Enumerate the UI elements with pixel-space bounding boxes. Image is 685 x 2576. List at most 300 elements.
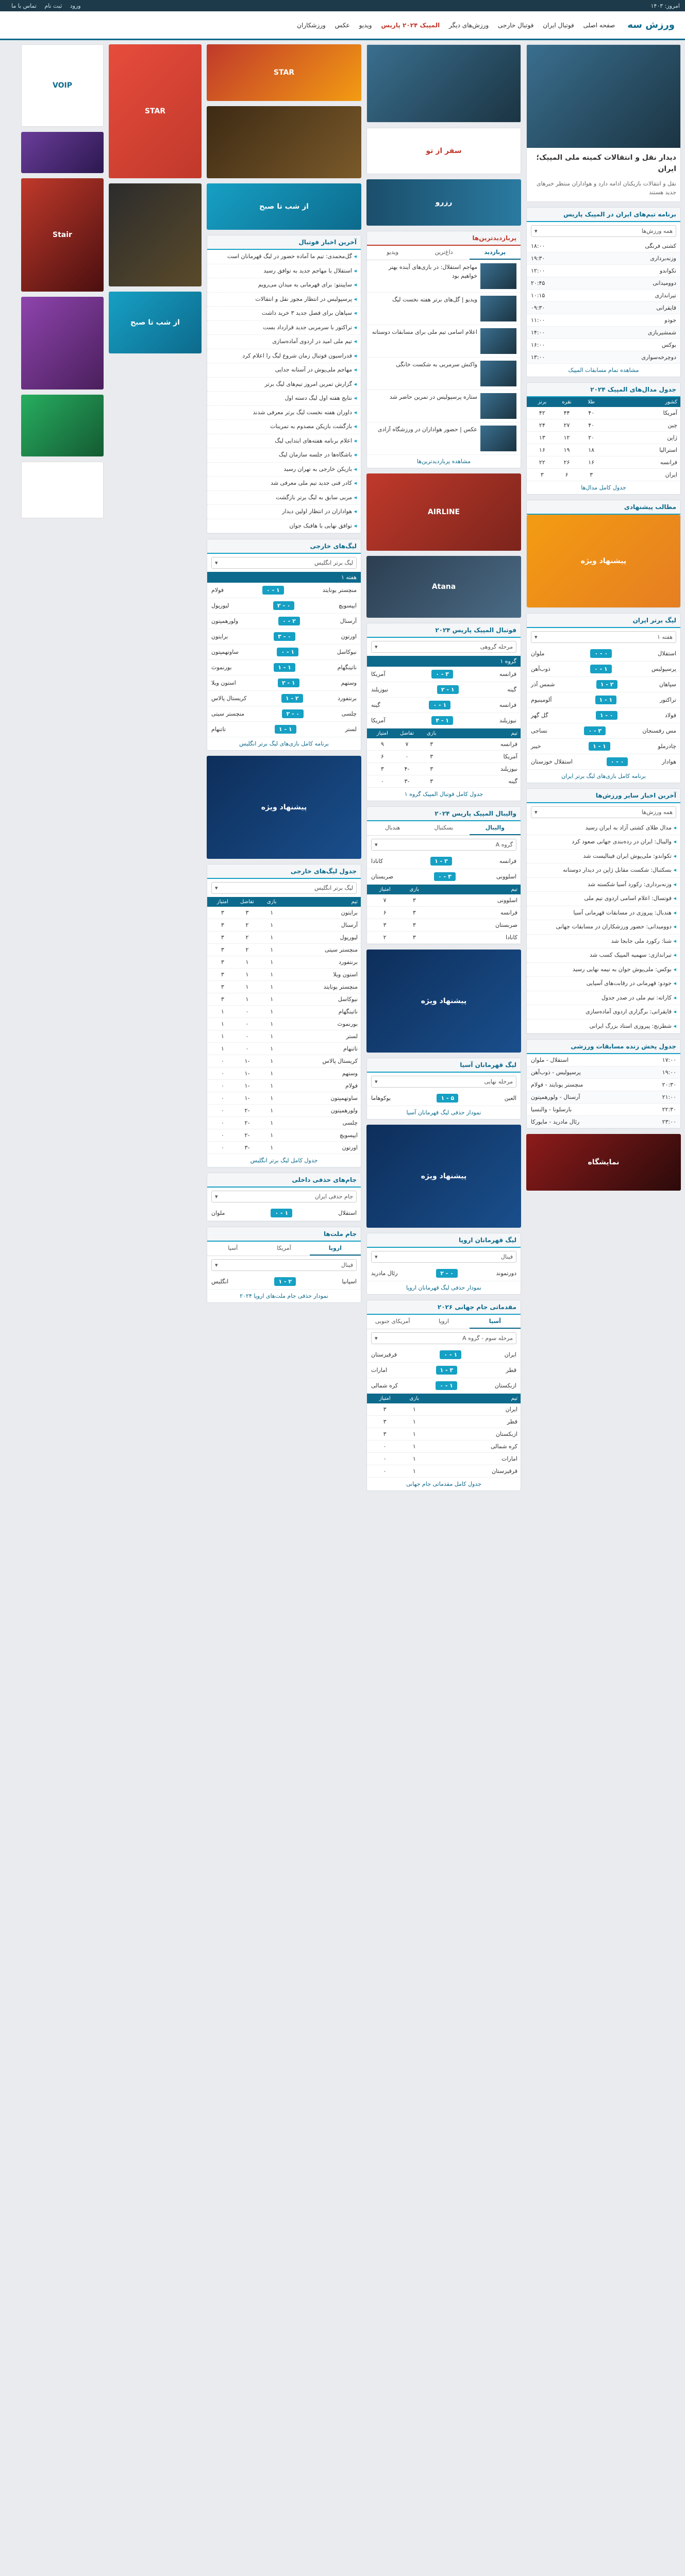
headline-item[interactable] [367, 358, 521, 390]
tab-hottest[interactable]: داغ‌ترین [435, 249, 453, 256]
table-row[interactable] [367, 1453, 521, 1465]
match-row[interactable] [207, 691, 361, 706]
sport-news-item[interactable]: ◂ وزنه‌برداری: رکورد آسیا شکسته شد [527, 878, 680, 892]
ad-banner[interactable]: Stair [21, 178, 104, 292]
table-col: امتیاز [379, 887, 391, 892]
table-league-select[interactable] [211, 882, 357, 894]
ad-banner[interactable] [109, 183, 202, 286]
football-news-list [207, 250, 361, 533]
foreign-table-more-link[interactable]: جدول کامل لیگ برتر انگلیس [250, 1157, 318, 1164]
table-row[interactable] [367, 1428, 521, 1440]
list-item[interactable] [527, 1079, 680, 1091]
chevron-down-icon: ▾ [215, 560, 218, 566]
table-row[interactable] [367, 1403, 521, 1416]
away-team: نیوزیلند [371, 686, 389, 693]
table-row[interactable] [367, 751, 521, 763]
iran-league-round-select[interactable] [531, 631, 676, 643]
table-row[interactable] [367, 894, 521, 907]
headline-thumb[interactable] [480, 328, 516, 354]
table-row[interactable] [207, 1105, 361, 1117]
worldcup-more-link[interactable]: جدول کامل مقدماتی جام جهانی [406, 1481, 481, 1487]
table-cell: ۱ [270, 1033, 274, 1040]
europa-stage-value: فینال [500, 1253, 513, 1260]
ad-banner[interactable] [21, 462, 104, 518]
away-team: ملوان [531, 650, 545, 657]
table-cell: ۱ [412, 1418, 416, 1425]
table-cell: ۱ [221, 1045, 224, 1052]
headline-text: اعلام اسامی تیم ملی برای مسابقات دوستانه [372, 329, 477, 335]
afc-stage-select[interactable] [371, 1076, 516, 1088]
match-row[interactable] [367, 869, 521, 885]
ad-banner[interactable]: STAR [109, 44, 202, 178]
ad-banner[interactable]: STAR [207, 44, 361, 101]
home-team: هوادار [662, 758, 676, 765]
sport-news-item[interactable]: ◂ والیبال: ایران در رده‌بندی جهانی صعود کرد [527, 835, 680, 850]
ad-banner[interactable]: پیشنهاد ویژه [366, 950, 521, 1053]
list-item[interactable] [527, 1066, 680, 1079]
topbar-link[interactable]: ورود [70, 2, 81, 9]
table-cell: فولام [345, 1082, 358, 1089]
list-item[interactable] [527, 265, 680, 277]
nav-item-olympic[interactable]: المپیک ۲۰۲۴ پاریس [381, 21, 440, 29]
headline-thumb[interactable] [480, 296, 516, 321]
table-row[interactable] [207, 1018, 361, 1030]
item-label: ۲۰:۳۰ [662, 1081, 676, 1089]
table-row[interactable] [207, 969, 361, 981]
table-cell: ۱ [270, 1095, 274, 1101]
list-item[interactable] [527, 277, 680, 290]
chevron-down-icon: ▾ [534, 633, 538, 640]
sport-news-item[interactable]: ◂ بسکتبال: شکست مقابل ژاپن در دیدار دوستانه [527, 863, 680, 878]
headline-item[interactable] [367, 325, 521, 358]
home-team: ایپسویچ [338, 602, 357, 609]
nations-more-link[interactable]: نمودار حذفی جام ملت‌های اروپا ۲۰۲۴ [240, 1293, 328, 1299]
tab-europe[interactable]: اروپا [438, 1318, 449, 1325]
olympic-group-label: گروه ۱ [367, 656, 521, 667]
table-cell: ۱ [270, 1082, 274, 1089]
sport-news-item[interactable]: ◂ جودو: قهرمانی در رقابت‌های آسیایی [527, 977, 680, 991]
match-row[interactable] [367, 1363, 521, 1378]
table-cell: ۴۰ [588, 421, 595, 429]
table-cell: ۰ [221, 1058, 224, 1064]
table-row[interactable] [367, 931, 521, 944]
list-item[interactable] [527, 302, 680, 314]
table-row[interactable] [207, 1142, 361, 1154]
headline-thumb[interactable] [480, 361, 516, 386]
sport-news-item[interactable]: ◂ فوتسال: اعلام اسامی اردوی تیم ملی [527, 892, 680, 906]
foreign-more-link[interactable]: برنامه کامل بازی‌های لیگ برتر انگلیس [239, 740, 329, 747]
ad-banner[interactable] [21, 132, 104, 173]
headline-item[interactable] [367, 293, 521, 325]
table-row[interactable] [207, 1055, 361, 1067]
table-cell: ۱ [270, 946, 274, 953]
match-row[interactable] [367, 698, 521, 713]
away-team: ولورهمپتون [211, 618, 239, 624]
match-row[interactable] [367, 1347, 521, 1363]
item-value: ۲۰:۴۵ [531, 279, 545, 286]
table-row[interactable] [367, 1416, 521, 1428]
list-item[interactable] [527, 1116, 680, 1128]
news-item[interactable]: ◂ داوران هفته نخست لیگ برتر معرفی شدند [207, 406, 361, 420]
other-sports-select[interactable] [531, 806, 676, 818]
nav-item[interactable]: ویدیو [359, 21, 372, 29]
match-row[interactable] [527, 754, 680, 770]
table-cell: ۲۴ [539, 421, 545, 429]
match-row[interactable] [207, 598, 361, 614]
nations-matches [207, 1274, 361, 1290]
item-value: استقلال - ملوان [531, 1057, 569, 1064]
chevron-down-icon: ▾ [375, 1078, 378, 1085]
item-value: ۰۹:۳۰ [531, 304, 545, 311]
table-cell: ۱ [270, 1132, 274, 1139]
news-item[interactable]: ◂ کادر فنی جدید تیم ملی معرفی شد [207, 477, 361, 491]
headline-item[interactable] [367, 390, 521, 422]
table-row[interactable] [367, 775, 521, 788]
match-row[interactable] [367, 713, 521, 728]
main-story[interactable] [526, 44, 681, 202]
foreign-table [207, 907, 361, 1154]
match-row[interactable] [527, 662, 680, 677]
list-item[interactable] [527, 1054, 680, 1066]
table-row[interactable] [527, 432, 680, 444]
news-item[interactable]: ◂ گل‌محمدی: تیم ما آماده حضور در لیگ قهرمانان است [207, 250, 361, 264]
nations-stage-select[interactable] [211, 1259, 357, 1271]
news-item[interactable]: ◂ تیم ملی امید در اردوی آماده‌سازی [207, 335, 361, 349]
ad-banner[interactable]: رزرو [366, 179, 521, 226]
news-item[interactable]: ◂ پرسپولیس در انتظار مجوز نقل و انتقالات [207, 293, 361, 307]
tab-basketball[interactable]: بسکتبال [434, 824, 454, 831]
sport-news-item[interactable]: ◂ بوکس: ملی‌پوش جوان به نیمه نهایی رسید [527, 963, 680, 977]
table-row[interactable] [527, 469, 680, 481]
news-item[interactable]: ◂ بازیکن خارجی به تهران رسید [207, 463, 361, 477]
table-cell: ۰ [383, 1455, 387, 1462]
ad-banner[interactable]: پیشنهاد ویژه [207, 756, 361, 859]
sport-news-item[interactable]: ◂ دوومیدانی: حضور ورزشکاران در مسابقات جهانی [527, 920, 680, 935]
afc-title: لیگ قهرمانان آسیا [367, 1058, 521, 1073]
sponsored-box [526, 500, 681, 608]
news-item[interactable]: ◂ بازگشت بازیکن مصدوم به تمرینات [207, 420, 361, 434]
league-select[interactable] [211, 557, 357, 569]
table-row[interactable] [207, 956, 361, 969]
worldcup-group-select[interactable] [371, 1332, 516, 1344]
table-cell: ناتینگهام [338, 1008, 358, 1015]
sponsored-banner[interactable]: پیشنهاد ویژه [527, 515, 680, 607]
table-row[interactable] [207, 944, 361, 956]
match-row[interactable] [207, 660, 361, 675]
medals-title: جدول مدال‌های المپیک ۲۰۲۴ [527, 383, 680, 397]
away-team: آمریکا [371, 717, 386, 724]
iran-league-more-link[interactable]: برنامه کامل بازی‌های لیگ برتر ایران [561, 772, 646, 779]
match-score: ۰ - ۲ [282, 709, 304, 718]
table-cell: -۱ [244, 1082, 250, 1089]
sport-news-item[interactable]: ◂ هندبال: پیروزی در مسابقات قهرمانی آسیا [527, 906, 680, 921]
news-item[interactable]: ◂ باشگاه‌ها در جلسه سازمان لیگ [207, 448, 361, 463]
news-item[interactable]: ◂ سپاهان برای فصل جدید ۳ خرید داشت [207, 307, 361, 321]
table-row[interactable] [207, 1067, 361, 1080]
list-item[interactable] [527, 314, 680, 327]
ad-banner[interactable]: از شب تا صبح [207, 183, 361, 230]
table-cell: فرانسه [500, 909, 517, 916]
iran-league-box [526, 613, 681, 783]
match-row[interactable] [207, 645, 361, 660]
ad-banner[interactable]: VOIP [21, 44, 104, 127]
list-item[interactable] [527, 327, 680, 339]
table-cell: ۰ [221, 1107, 224, 1114]
topbar-link[interactable]: ثبت نام [44, 2, 62, 9]
list-item[interactable] [527, 1104, 680, 1116]
ad-banner[interactable]: AIRLINE [366, 473, 521, 551]
match-row[interactable] [207, 722, 361, 737]
results-more-link[interactable]: مشاهده تمام مسابقات المپیک [568, 366, 639, 374]
match-row[interactable] [527, 692, 680, 708]
table-row[interactable] [207, 1080, 361, 1092]
column-ads-wide [109, 44, 202, 1491]
match-row[interactable] [207, 706, 361, 722]
ad-banner[interactable] [207, 106, 361, 178]
news-item[interactable]: ◂ ساپینتو: برای قهرمانی به میدان می‌رویم [207, 278, 361, 293]
table-row[interactable] [367, 1465, 521, 1478]
side-story-image[interactable] [367, 45, 521, 122]
table-cell: ۱ [270, 1070, 274, 1077]
table-cell: ۰ [221, 1132, 224, 1139]
tab-south-america[interactable]: آمریکای جنوبی [375, 1318, 410, 1325]
topbar-link[interactable]: تماس با ما [11, 2, 37, 9]
table-league-value: لیگ برتر انگلیس [314, 885, 353, 891]
news-item[interactable]: ◂ استقلال با مهاجم جدید به توافق رسید [207, 264, 361, 279]
table-row[interactable] [207, 919, 361, 931]
afc-box [366, 1058, 521, 1120]
table-cell: ۰ [221, 1144, 224, 1151]
news-item[interactable]: ◂ اعلام برنامه هفته‌های ابتدایی لیگ [207, 434, 361, 449]
table-row[interactable] [207, 1006, 361, 1018]
list-item[interactable] [527, 240, 680, 252]
chevron-down-icon: ▾ [375, 1253, 378, 1260]
match-row[interactable] [367, 854, 521, 869]
news-item[interactable]: ◂ نتایج هفته اول لیگ دسته اول [207, 392, 361, 406]
table-cell: نیوزیلند [500, 766, 517, 772]
sport-news-item[interactable]: ◂ مدال طلای کشتی آزاد به ایران رسید [527, 821, 680, 836]
match-score: ۱ - ۲ [437, 685, 459, 694]
cup-select[interactable] [211, 1191, 357, 1202]
worldcup-table-header [367, 1394, 521, 1403]
tab-america[interactable]: آمریکا [277, 1245, 291, 1251]
table-row[interactable] [527, 456, 680, 469]
news-item[interactable]: ◂ تراکتور با سرمربی جدید قرارداد بست [207, 321, 361, 335]
table-cell: ۲۲ [539, 459, 545, 466]
news-item[interactable]: ◂ مهاجم ملی‌پوش در آستانه جدایی [207, 363, 361, 378]
table-row[interactable] [367, 1440, 521, 1453]
site-logo[interactable]: ورزش سه [627, 20, 675, 30]
ad-banner[interactable]: از شب تا صبح [109, 292, 202, 353]
headlines-more-link[interactable]: مشاهده پربازدیدترین‌ها [416, 458, 471, 465]
table-cell: ۰ [383, 1468, 387, 1475]
sport-news-item[interactable]: ◂ تیراندازی: سهمیه المپیک کسب شد [527, 948, 680, 963]
table-row[interactable] [527, 407, 680, 419]
tab-handball[interactable]: هندبال [385, 824, 400, 831]
match-row[interactable] [207, 1274, 361, 1290]
table-cell: ۴۴ [563, 409, 570, 416]
main-story-image[interactable] [527, 45, 680, 148]
table-cell: ۱ [270, 922, 274, 928]
item-label: ۲۲:۳۰ [662, 1106, 676, 1113]
nav-item[interactable]: فوتبال خارجی [498, 21, 534, 29]
nav-item[interactable]: ورزش‌های دیگر [449, 21, 489, 29]
sport-news-item[interactable]: ◂ شطرنج: پیروزی استاد بزرگ ایرانی [527, 1020, 680, 1034]
headline-text: مهاجم استقلال: در بازی‌های آینده بهتر خواهیم بود [388, 264, 477, 279]
list-item[interactable] [527, 339, 680, 351]
main-story-headline[interactable]: دیدار نقل و انتقالات کمیته ملی المپیک؛ ایران [536, 154, 676, 174]
europa-more-link[interactable]: نمودار حذفی لیگ قهرمانان اروپا [406, 1284, 482, 1291]
tab-europe[interactable]: اروپا [310, 1242, 361, 1256]
match-row[interactable] [527, 708, 680, 723]
olympic-more-link[interactable]: جدول کامل فوتبال المپیک گروه ۱ [404, 791, 483, 798]
nations-tabs [207, 1242, 361, 1256]
side-story[interactable] [366, 44, 521, 123]
medals-table [527, 407, 680, 481]
headline-thumb[interactable] [480, 263, 516, 289]
news-item[interactable]: ◂ گزارش تمرین امروز تیم‌های لیگ برتر [207, 378, 361, 392]
match-row[interactable] [207, 583, 361, 598]
table-row[interactable] [207, 1117, 361, 1129]
table-row[interactable] [207, 1129, 361, 1142]
match-row[interactable] [367, 1266, 521, 1281]
news-item[interactable]: ◂ فدراسیون فوتبال زمان شروع لیگ را اعلام کرد [207, 349, 361, 364]
tab-asia[interactable]: آسیا [228, 1245, 238, 1251]
home-team: دورتموند [496, 1270, 516, 1277]
table-row[interactable] [367, 738, 521, 751]
news-item[interactable]: ◂ مربی سابق به لیگ برتر بازگشت [207, 491, 361, 505]
home-team: لستر [345, 726, 357, 733]
match-row[interactable] [207, 675, 361, 691]
list-item[interactable] [527, 252, 680, 265]
football-news-title: آخرین اخبار فوتبال [207, 235, 361, 250]
tab-asia[interactable]: آسیا [470, 1315, 521, 1329]
match-row[interactable] [367, 1378, 521, 1394]
medals-col: نقره [562, 399, 572, 405]
table-cell: کانادا [506, 934, 517, 941]
afc-more-link[interactable]: نمودار حذفی لیگ قهرمانان آسیا [406, 1109, 481, 1116]
table-cell: امارات [501, 1455, 517, 1462]
table-cell: ۰ [245, 1033, 249, 1040]
table-row[interactable] [207, 1030, 361, 1043]
item-value: ۱۲:۰۰ [531, 267, 545, 274]
table-row[interactable] [207, 931, 361, 944]
europa-stage-select[interactable] [371, 1251, 516, 1263]
match-row[interactable] [367, 667, 521, 682]
volleyball-group-select[interactable] [371, 839, 516, 851]
match-score: ۱ - ۰ [590, 665, 612, 673]
medals-more-link[interactable]: جدول کامل مدال‌ها [581, 484, 626, 491]
table-col: تفاضل [400, 731, 414, 736]
match-row[interactable] [527, 723, 680, 739]
table-cell: ۴۲ [539, 409, 545, 416]
table-cell: ۱ [270, 984, 274, 990]
item-value: آرسنال - ولورهمپتون [531, 1094, 580, 1101]
table-cell: ۲۷ [563, 421, 570, 429]
ad-banner[interactable] [21, 297, 104, 389]
table-col: تیم [511, 1396, 517, 1401]
nav-item[interactable]: فوتبال ایران [543, 21, 574, 29]
match-row[interactable] [207, 629, 361, 645]
site-header [0, 11, 685, 40]
sport-news-item[interactable]: ◂ کاراته: تیم ملی در صدر جدول [527, 991, 680, 1006]
table-row[interactable] [207, 993, 361, 1006]
sponsored-title: مطالب پیشنهادی [527, 500, 680, 515]
table-row[interactable] [207, 1092, 361, 1105]
match-row[interactable] [527, 646, 680, 662]
table-cell: ۱۸ [588, 446, 595, 453]
tab-most-viewed[interactable]: پربازدید [470, 246, 521, 260]
news-item[interactable]: ◂ هواداران در انتظار اولین دیدار [207, 505, 361, 519]
away-team: نساجی [531, 727, 548, 734]
item-label: قایقرانی [656, 304, 676, 311]
nav-item[interactable]: ورزشکاران [297, 21, 326, 29]
table-row[interactable] [207, 907, 361, 919]
away-team: آمریکا [371, 671, 386, 677]
ad-banner[interactable]: Atana [366, 556, 521, 618]
table-cell: ۳ [412, 897, 416, 904]
medals-header [527, 397, 680, 407]
match-row[interactable] [527, 677, 680, 692]
table-row[interactable] [367, 763, 521, 775]
item-value: ۱۴:۰۰ [531, 329, 545, 336]
olympic-stage-select[interactable] [371, 641, 516, 653]
ad-banner[interactable]: سفر از تو [366, 128, 521, 174]
table-row[interactable] [207, 981, 361, 993]
tab-volleyball[interactable]: والیبال [470, 821, 521, 835]
results-select[interactable] [531, 225, 676, 237]
match-row[interactable] [367, 682, 521, 698]
table-row[interactable] [367, 919, 521, 931]
list-item[interactable] [527, 290, 680, 302]
table-cell: ۱ [270, 1058, 274, 1064]
table-row[interactable] [367, 907, 521, 919]
match-row[interactable] [527, 739, 680, 754]
table-cell: ۱ [412, 1431, 416, 1437]
table-cell: ولورهمپتون [330, 1107, 358, 1114]
list-item[interactable] [527, 351, 680, 364]
match-row[interactable] [207, 614, 361, 629]
table-row[interactable] [527, 444, 680, 456]
tab-video[interactable]: ویدیو [387, 249, 399, 256]
nav-item[interactable]: صفحه اصلی [583, 21, 615, 29]
olympic-table-header [367, 728, 521, 738]
list-item[interactable] [527, 1091, 680, 1104]
headline-item[interactable] [367, 422, 521, 455]
ad-banner[interactable]: نمایشگاه [526, 1134, 681, 1191]
sport-news-item[interactable]: ◂ قایقرانی: برگزاری اردوی آماده‌سازی [527, 1005, 680, 1020]
ad-banner[interactable]: پیشنهاد ویژه [366, 1125, 521, 1228]
away-team: آلومینیوم [531, 696, 552, 703]
news-item[interactable]: ◂ توافق نهایی با هافبک جوان [207, 519, 361, 534]
sport-news-item[interactable]: ◂ تکواندو: ملی‌پوش ایران فینالیست شد [527, 850, 680, 864]
table-cell: بورنموث [337, 1021, 358, 1027]
sport-news-item[interactable]: ◂ شنا: رکورد ملی جابجا شد [527, 935, 680, 949]
match-row[interactable] [207, 1206, 361, 1221]
nations-box [207, 1227, 361, 1303]
headline-item[interactable] [367, 260, 521, 293]
headline-thumb[interactable] [480, 426, 516, 451]
headline-thumb[interactable] [480, 393, 516, 419]
match-row[interactable] [367, 1091, 521, 1106]
table-row[interactable] [207, 1043, 361, 1055]
table-row[interactable] [527, 419, 680, 432]
table-cell: ۳ [221, 922, 224, 928]
item-label: تیراندازی [655, 292, 676, 299]
nav-item[interactable]: عکس [335, 21, 350, 29]
ad-banner[interactable] [21, 395, 104, 456]
table-cell: ۱۶ [539, 446, 545, 453]
